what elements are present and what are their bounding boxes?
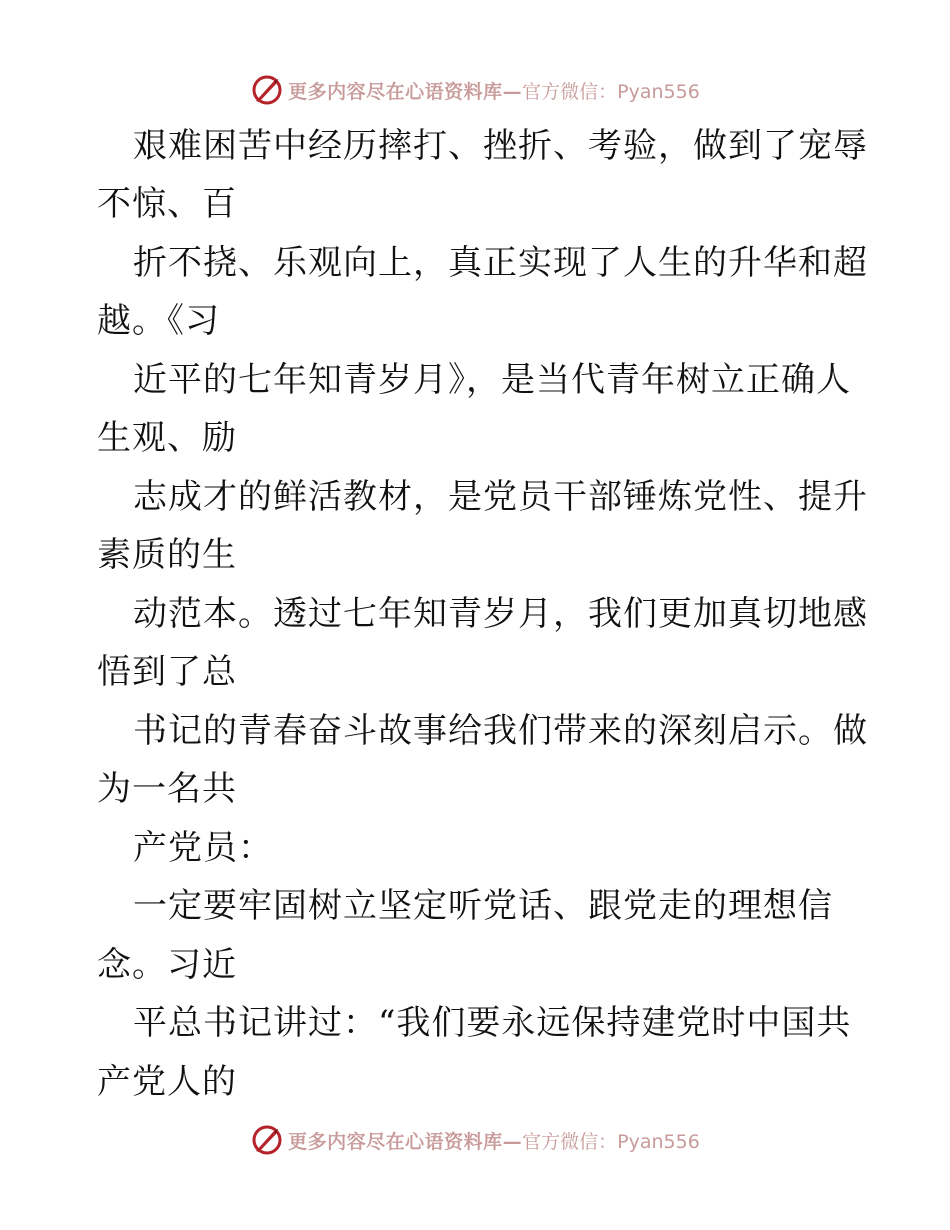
text-line: 不惊、百 xyxy=(97,184,237,224)
text-line: 近平的七年知青岁月》，是当代青年树立正确人 xyxy=(133,360,851,400)
text-line: 为一名共 xyxy=(97,769,237,809)
header-banner xyxy=(0,70,950,110)
text-line: 一定要牢固树立坚定听党话、跟党走的理想信 xyxy=(133,886,833,926)
quill-pen-icon xyxy=(250,73,284,107)
text-line: 素质的生 xyxy=(97,535,237,575)
text-line: 念。习近 xyxy=(97,945,237,985)
banner-text: 更多内容尽在心语资料库— xyxy=(288,80,523,103)
text-line: 生观、励 xyxy=(97,418,237,458)
footer-banner xyxy=(0,1120,950,1160)
banner-contact: 官方微信：Pyan556 xyxy=(522,80,700,103)
text-line: 产党人的 xyxy=(97,1062,237,1102)
text-line: 折不挠、乐观向上，真正实现了人生的升华和超 xyxy=(133,243,868,283)
text-line: 越。《习 xyxy=(97,301,220,341)
text-line: 产党员： xyxy=(133,828,273,868)
banner-text: 更多内容尽在心语资料库— xyxy=(288,1130,523,1153)
banner-contact: 官方微信：Pyan556 xyxy=(522,1130,700,1153)
text-line: 平总书记讲过：“我们要永远保持建党时中国共 xyxy=(133,1003,852,1043)
text-line: 悟到了总 xyxy=(97,652,237,692)
text-line: 艰难困苦中经历摔打、挫折、考验，做到了宠辱 xyxy=(133,126,868,166)
quill-pen-icon xyxy=(250,1123,284,1157)
text-line: 志成才的鲜活教材，是党员干部锤炼党性、提升 xyxy=(133,477,868,517)
text-line: 书记的青春奋斗故事给我们带来的深刻启示。做 xyxy=(133,711,868,751)
text-line: 动范本。透过七年知青岁月，我们更加真切地感 xyxy=(133,594,868,634)
